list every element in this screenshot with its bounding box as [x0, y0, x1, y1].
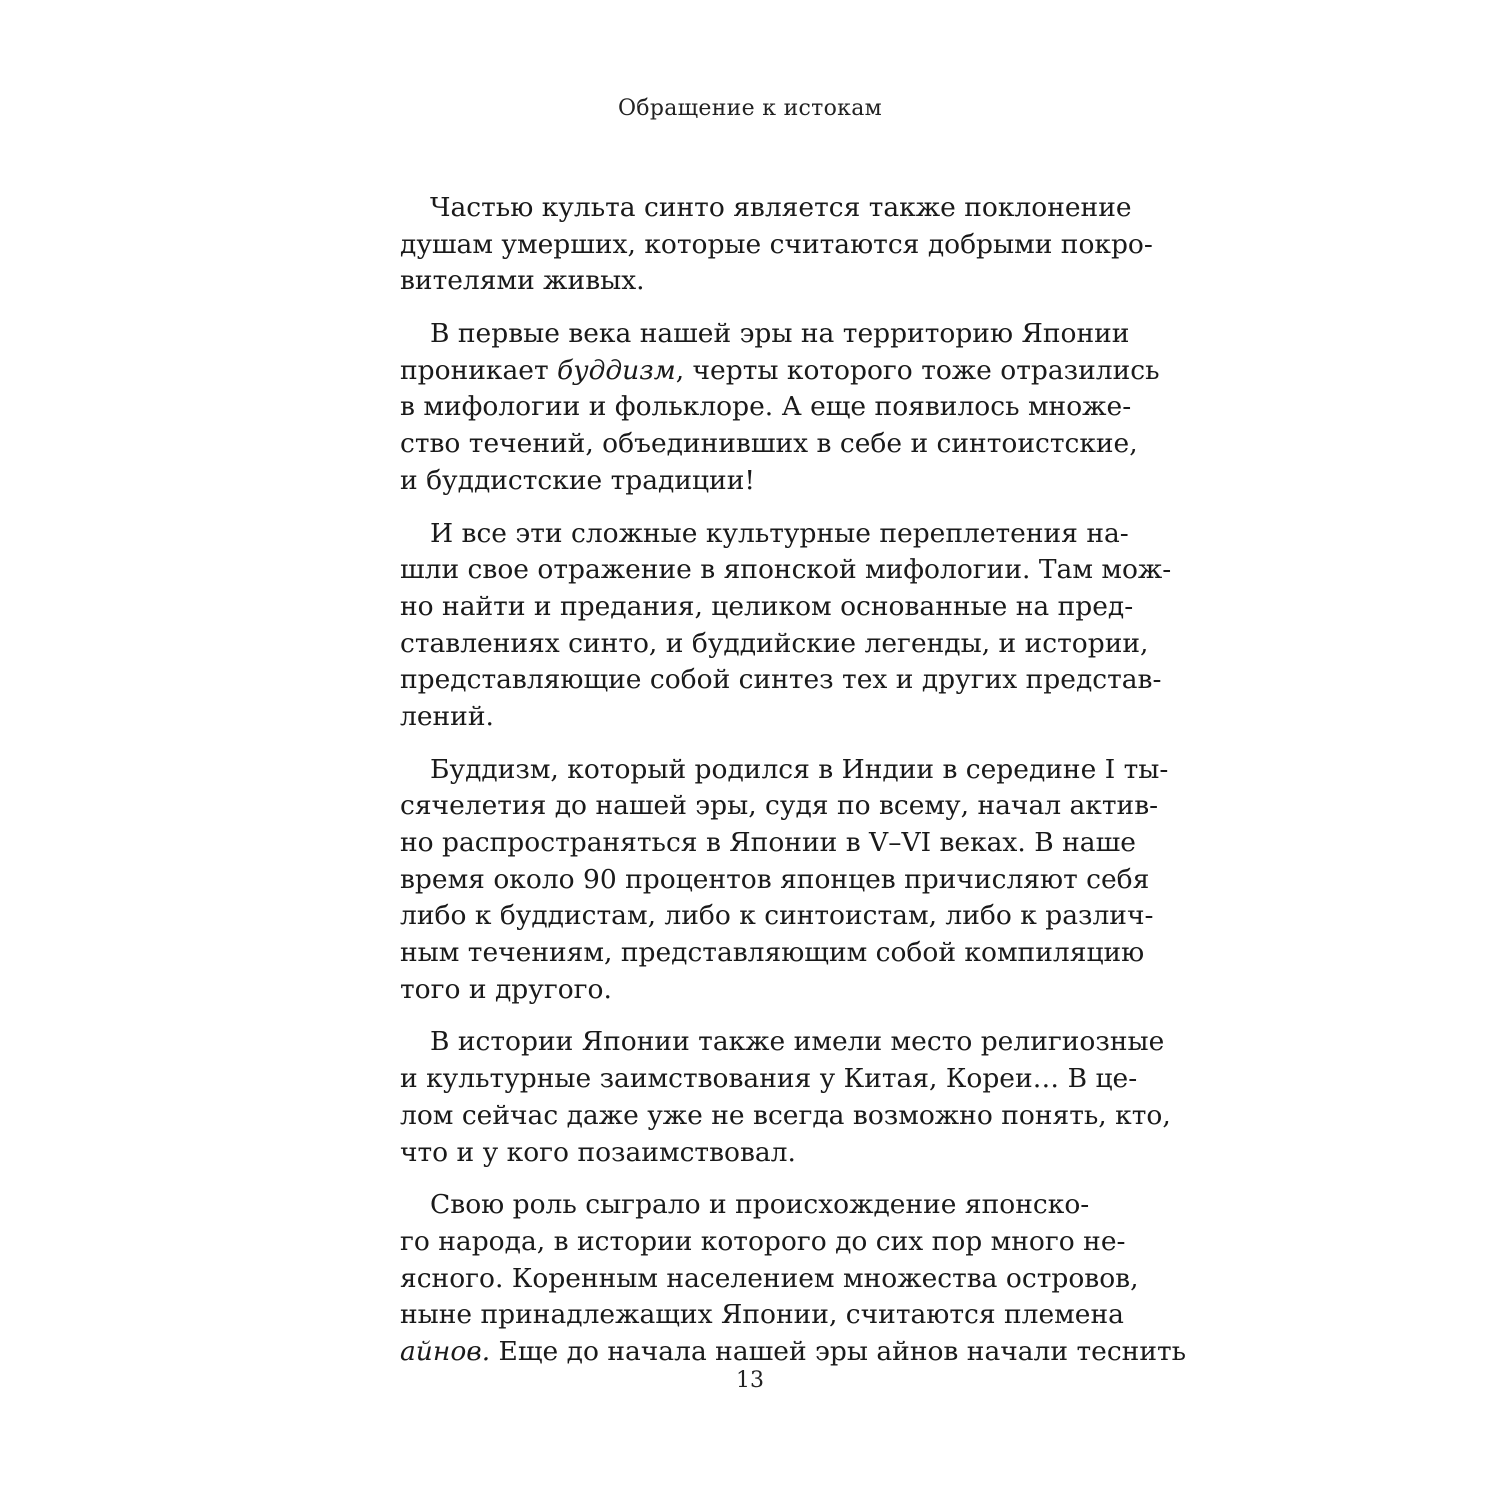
text-line: вителями живых.	[400, 265, 645, 297]
text-line: ставлениях синто, и буддийские легенды, и истории,	[400, 627, 1149, 659]
text-line: проникает буддизм, черты которого тоже отразились	[400, 354, 1160, 386]
paragraph	[400, 316, 1160, 499]
text-line: И все эти сложные культурные переплетения на-	[430, 517, 1129, 549]
paragraph-gap	[400, 500, 1064, 516]
paragraph-gap	[400, 736, 1064, 752]
text-line: но найти и предания, целиком основанные на пред-	[400, 590, 1134, 622]
italic-term: айнов.	[400, 1335, 491, 1367]
text-line: и культурные заимствования у Китая, Кореи… В це-	[400, 1063, 1138, 1095]
text-line: ныне принадлежащих Японии, считаются племена	[400, 1299, 1124, 1331]
body-text	[400, 190, 1187, 1371]
text-line: Частью культа синто является также поклонение	[430, 192, 1132, 223]
paragraph	[400, 516, 1172, 736]
text-line: лом сейчас даже уже не всегда возможно понять, кто,	[400, 1099, 1171, 1131]
text-line: душам умерших, которые считаются добрыми покро-	[400, 228, 1153, 260]
text-line: что и у кого позаимствовал.	[400, 1136, 796, 1168]
text-line: Буддизм, который родился в Индии в середине I ты-	[430, 753, 1169, 785]
paragraph	[400, 190, 1153, 300]
paragraph-gap	[400, 300, 1064, 316]
text-line: того и другого.	[400, 973, 612, 1005]
paragraph	[400, 1187, 1187, 1370]
text-line: сячелетия до нашей эры, судя по всему, начал актив-	[400, 790, 1159, 822]
text-line: в мифологии и фольклоре. А еще появилось множе-	[400, 391, 1132, 423]
text-line: и буддистские традиции!	[400, 464, 756, 496]
paragraph	[400, 1024, 1171, 1171]
paragraph-gap	[400, 1171, 1064, 1187]
text-line: Свою роль сыграло и происхождение японско-	[430, 1189, 1090, 1221]
text-line: время около 90 процентов японцев причисляют себя	[400, 863, 1150, 895]
text-line: го народа, в истории которого до сих пор много не-	[400, 1225, 1126, 1257]
text-line: либо к буддистам, либо к синтоистам, либо к различ-	[400, 900, 1154, 932]
paragraph	[400, 752, 1169, 1009]
running-header: Обращение к истокам	[617, 96, 883, 121]
italic-term: буддизм	[557, 354, 676, 386]
text-line: шли свое отражение в японской мифологии. Там мож-	[400, 554, 1172, 586]
text-line: В первые века нашей эры на территорию Японии	[430, 318, 1130, 350]
text-line: ясного. Коренным населением множества островов,	[400, 1262, 1139, 1294]
text-line: В истории Японии также имели место религиозные	[430, 1026, 1165, 1058]
text-line: лений.	[400, 700, 494, 732]
text-line: но распространяться в Японии в V–VI веках. В наше	[400, 827, 1136, 858]
page-number: 13	[736, 1368, 764, 1393]
text-line: ство течений, объединивших в себе и синтоистские,	[400, 428, 1138, 460]
text-line: айнов. Еще до начала нашей эры айнов начали теснить	[400, 1335, 1187, 1367]
paragraph-gap	[400, 1008, 1064, 1024]
text-line: ным течениям, представляющим собой компиляцию	[400, 937, 1145, 969]
text-line: представляющие собой синтез тех и других представ-	[400, 664, 1162, 696]
